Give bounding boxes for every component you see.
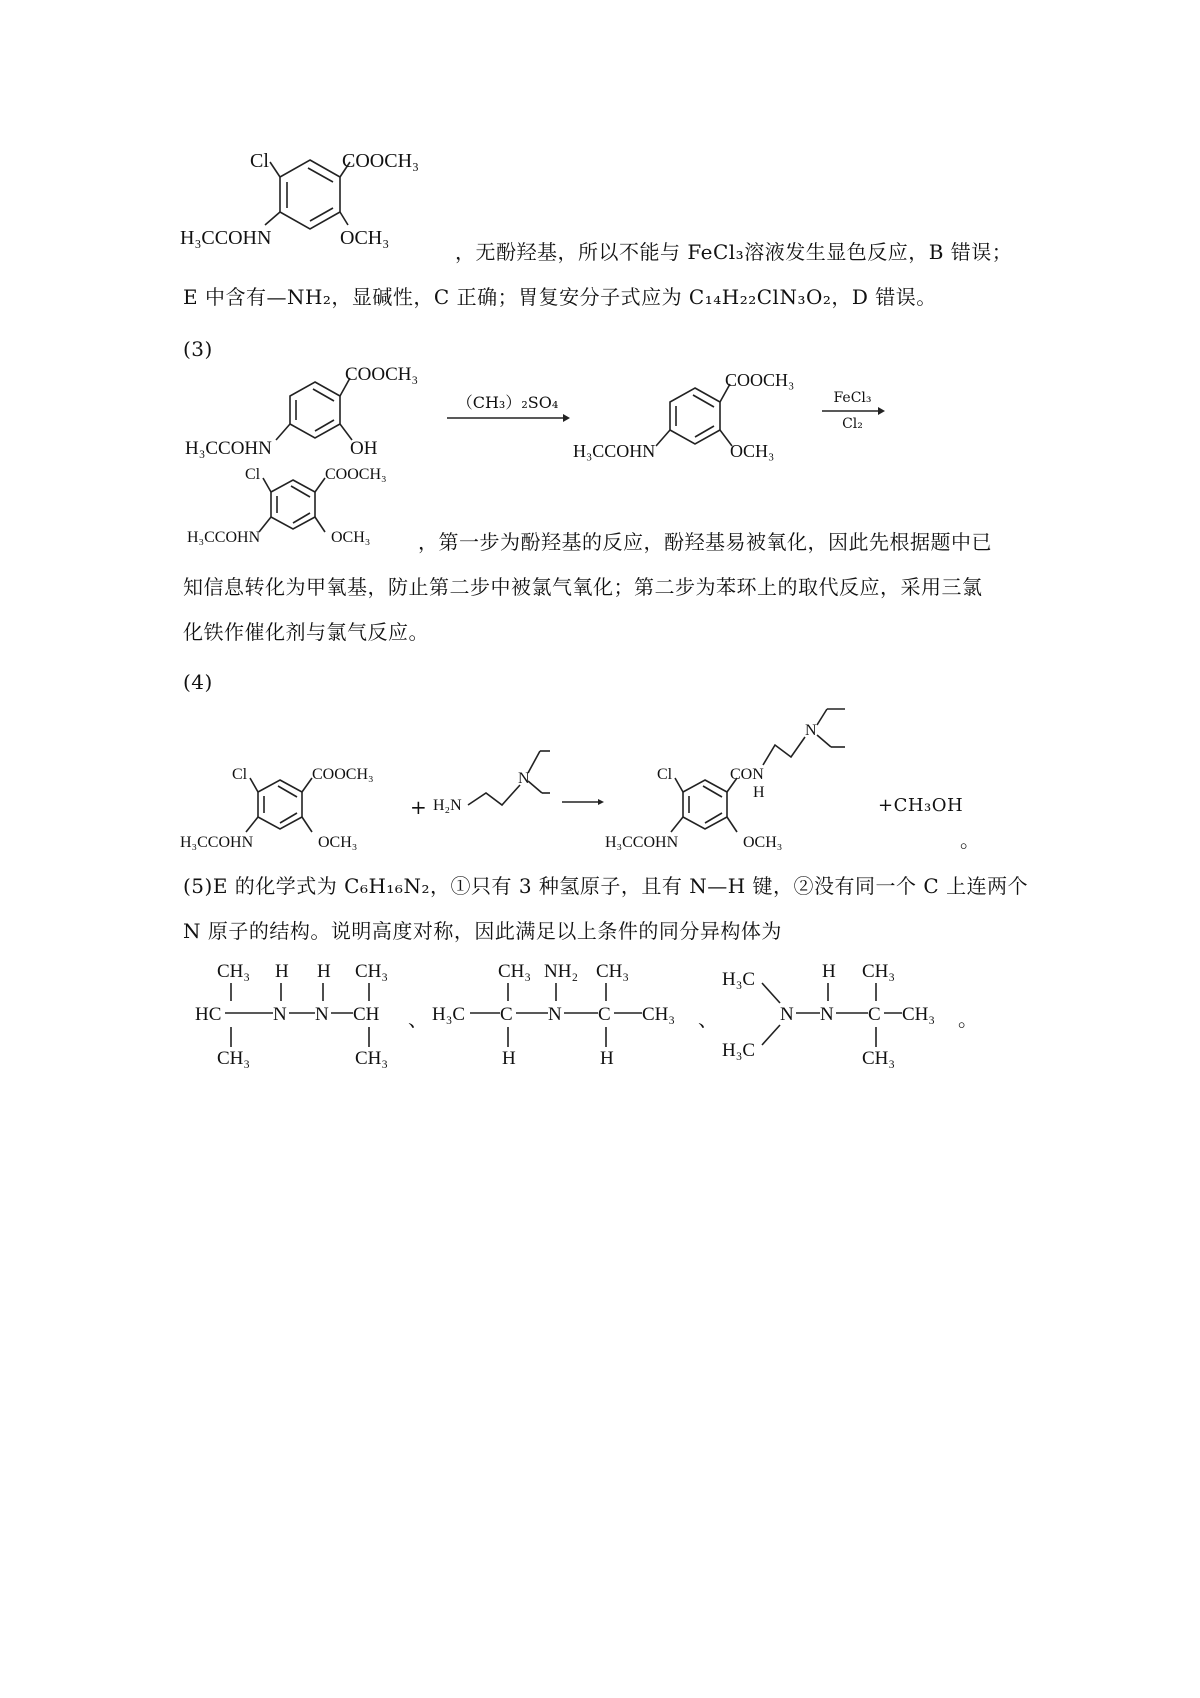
label-ch3: CH₃: [355, 1048, 389, 1069]
section4-byproduct: +CH₃OH: [878, 795, 964, 816]
label-h3c: H₃C: [722, 1040, 756, 1061]
structure-phenol-ester: [180, 360, 440, 460]
label-h: H: [600, 1048, 614, 1069]
label-acetamido: H₃CCOHN: [180, 834, 254, 851]
label-n: N: [805, 722, 817, 739]
label-n: N: [518, 770, 530, 787]
structure-chloro-product: [185, 462, 415, 552]
label-h: H: [317, 961, 331, 982]
label-ch3: CH₃: [596, 961, 630, 982]
label-n: N: [315, 1004, 329, 1025]
label-ch3: CH₃: [902, 1004, 936, 1025]
label-cl: Cl: [245, 466, 261, 483]
section5-end: 。: [958, 1007, 979, 1031]
section3-text2: 知信息转化为甲氧基，防止第二步中被氯气氧化；第二步为苯环上的取代反应，采用三氯: [183, 575, 983, 599]
structure-chloro-methoxy-ester: [180, 140, 450, 265]
label-h2n: H₂N: [433, 797, 462, 814]
label-acetamido: H₃CCOHN: [573, 441, 656, 461]
isomer-1: [195, 955, 405, 1070]
label-h: H: [502, 1048, 516, 1069]
label-nh2: NH₂: [544, 961, 579, 982]
section4-plus: +: [410, 795, 428, 819]
structure-reactant-ester: [180, 760, 410, 855]
isomer-3: [722, 955, 957, 1070]
reagent-1-label: （CH₃）₂SO₄: [456, 393, 559, 412]
label-ch3: CH₃: [217, 961, 251, 982]
label-h3c: H₃C: [432, 1004, 466, 1025]
label-c: C: [598, 1004, 611, 1025]
label-oh: OH: [350, 438, 378, 459]
label-och3: OCH₃: [730, 441, 775, 461]
label-och3: OCH₃: [318, 834, 358, 851]
section4-label: (4): [183, 670, 213, 694]
section5-sep1: 、: [408, 1007, 429, 1031]
section3-label: (3): [183, 337, 213, 361]
label-hc: HC: [195, 1004, 222, 1025]
label-acetamido: H₃CCOHN: [605, 834, 679, 851]
label-amide: CON: [730, 766, 764, 783]
label-och3: OCH₃: [743, 834, 783, 851]
reagent-arrow-1: [445, 390, 570, 423]
section3-text1: ，第一步为酚羟基的反应，酚羟基易被氧化，因此先根据题中已: [418, 530, 992, 554]
reagent-2-top: FeCl₃: [833, 390, 872, 406]
label-ch3: CH₃: [862, 1048, 896, 1069]
reagent-2-bottom: Cl₂: [842, 416, 863, 432]
label-ch3: CH₃: [217, 1048, 251, 1069]
label-ch3: CH₃: [498, 961, 532, 982]
label-ch3: CH₃: [642, 1004, 676, 1025]
section5-sep2: 、: [698, 1007, 719, 1031]
label-cl: Cl: [250, 150, 269, 172]
label-cooch3: COOCH₃: [342, 150, 419, 172]
structure-product-amide: [605, 705, 885, 855]
label-h: H: [275, 961, 289, 982]
reagent-arrow-2: [820, 390, 885, 432]
label-n: N: [780, 1004, 794, 1025]
label-n: N: [273, 1004, 287, 1025]
section5-line2: N 原子的结构。说明高度对称，因此满足以上条件的同分异构体为: [183, 919, 782, 943]
label-ch3: CH₃: [355, 961, 389, 982]
label-c: C: [868, 1004, 881, 1025]
label-cooch3: COOCH₃: [312, 766, 374, 783]
label-cl: Cl: [657, 766, 673, 783]
label-ch3: CH₃: [862, 961, 896, 982]
label-och3: OCH₃: [340, 227, 390, 249]
isomer-2: [432, 955, 697, 1070]
label-n: N: [820, 1004, 834, 1025]
reaction-arrow-4: [560, 797, 605, 807]
label-acetamido: H₃CCOHN: [180, 227, 272, 249]
label-acetamido: H₃CCOHN: [187, 529, 261, 546]
section4-end: 。: [960, 828, 981, 852]
label-acetamido: H₃CCOHN: [185, 438, 272, 459]
label-n: N: [548, 1004, 562, 1025]
label-h3c: H₃C: [722, 969, 756, 990]
label-cooch3: COOCH₃: [345, 364, 419, 385]
section5-line1: (5)E 的化学式为 C₆H₁₆N₂，①只有 3 种氢原子，且有 N—H 键，②没有同一个 C 上连两个: [183, 874, 1029, 898]
label-ch: CH: [353, 1004, 380, 1025]
label-cl: Cl: [232, 766, 248, 783]
label-c: C: [500, 1004, 513, 1025]
label-och3: OCH₃: [331, 529, 371, 546]
structure-methoxy-ester: [570, 368, 820, 463]
label-h: H: [822, 961, 836, 982]
label-cooch3: COOCH₃: [325, 466, 387, 483]
structure-diethylaminoethylamine: [430, 735, 550, 815]
section2-line1: ，无酚羟基，所以不能与 FeCl₃溶液发生显色反应，B 错误；: [455, 240, 1013, 264]
label-amide-h: H: [753, 784, 765, 801]
section2-line2: E 中含有—NH₂，显碱性，C 正确；胃复安分子式应为 C₁₄H₂₂ClN₃O₂，D 错误。: [183, 285, 937, 309]
label-cooch3: COOCH₃: [725, 370, 795, 390]
section3-text3: 化铁作催化剂与氯气反应。: [183, 620, 429, 644]
